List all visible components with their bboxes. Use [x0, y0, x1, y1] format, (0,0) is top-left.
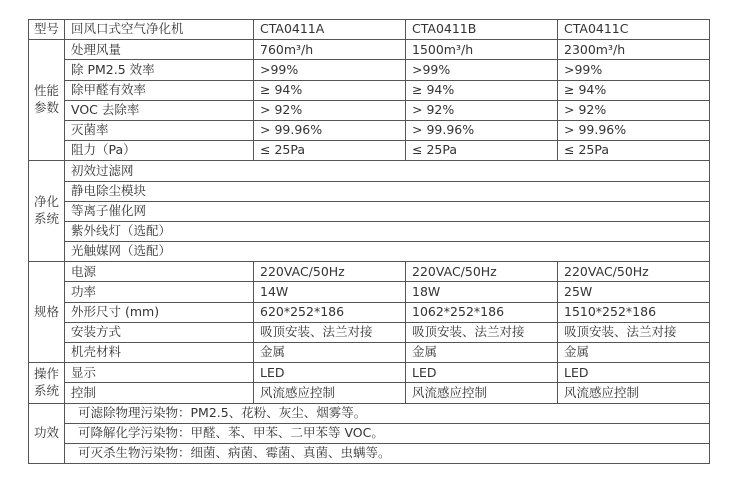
row-label: 电源 — [65, 262, 254, 282]
value-cell: 风流感应控制 — [406, 383, 558, 403]
table-row — [29, 282, 710, 302]
row-label: 机壳材料 — [65, 343, 254, 363]
function-category-cell: 功效 — [29, 403, 65, 464]
value-cell: LED — [406, 363, 558, 383]
row-label: 除甲醛有效率 — [65, 80, 254, 100]
value-cell: 风流感应控制 — [254, 383, 406, 403]
table-row — [29, 221, 710, 241]
row-label: 安装方式 — [65, 322, 254, 342]
value-cell: 风流感应控制 — [558, 383, 710, 403]
full-width-cell: 等离子催化网 — [65, 201, 710, 221]
table-row — [29, 262, 710, 282]
value-cell: 1510*252*186 — [558, 302, 710, 322]
model-cell: CTA0411A — [254, 20, 406, 40]
full-width-cell: 可灭杀生物污染物：细菌、病菌、霉菌、真菌、虫螨等。 — [65, 443, 710, 463]
value-cell: LED — [558, 363, 710, 383]
value-cell: >99% — [254, 60, 406, 80]
row-label: 除 PM2.5 效率 — [65, 60, 254, 80]
value-cell: >99% — [406, 60, 558, 80]
value-cell: > 92% — [406, 100, 558, 120]
full-width-cell: 紫外线灯（选配） — [65, 221, 710, 241]
value-cell: 1062*252*186 — [406, 302, 558, 322]
header-row — [29, 20, 710, 40]
table-row — [29, 161, 710, 181]
value-cell: 220VAC/50Hz — [558, 262, 710, 282]
table-row — [29, 302, 710, 322]
row-label: 显示 — [65, 363, 254, 383]
model-cell: CTA0411C — [558, 20, 710, 40]
value-cell: 吸顶安装、法兰对接 — [254, 322, 406, 342]
row-label: 处理风量 — [65, 40, 254, 60]
table-row — [29, 423, 710, 443]
specs-category-cell: 规格 — [29, 262, 65, 363]
spec-table-wrapper — [28, 19, 710, 464]
value-cell: 220VAC/50Hz — [254, 262, 406, 282]
full-width-cell: 可滤除物理污染物：PM2.5、花粉、灰尘、烟雾等。 — [65, 403, 710, 423]
row-label: 阻力（Pa） — [65, 141, 254, 161]
table-row — [29, 383, 710, 403]
row-label: VOC 去除率 — [65, 100, 254, 120]
model-cell: CTA0411B — [406, 20, 558, 40]
value-cell: ≥ 94% — [254, 80, 406, 100]
value-cell: > 99.96% — [406, 120, 558, 140]
value-cell: 金属 — [558, 343, 710, 363]
full-width-cell: 可降解化学污染物：甲醛、苯、甲苯、二甲苯等 VOC。 — [65, 423, 710, 443]
value-cell: 吸顶安装、法兰对接 — [558, 322, 710, 342]
value-cell: 18W — [406, 282, 558, 302]
value-cell: 2300m³/h — [558, 40, 710, 60]
value-cell: >99% — [558, 60, 710, 80]
table-row — [29, 141, 710, 161]
value-cell: 220VAC/50Hz — [406, 262, 558, 282]
table-row — [29, 443, 710, 463]
operation-category-cell: 操作系统 — [29, 363, 65, 403]
value-cell: > 92% — [254, 100, 406, 120]
product-name-cell: 回风口式空气净化机 — [65, 20, 254, 40]
table-row — [29, 100, 710, 120]
table-row — [29, 181, 710, 201]
performance-category-cell: 性能参数 — [29, 40, 65, 161]
row-label: 功率 — [65, 282, 254, 302]
table-row — [29, 363, 710, 383]
table-row — [29, 322, 710, 342]
value-cell: 25W — [558, 282, 710, 302]
purification-category-cell: 净化系统 — [29, 161, 65, 262]
value-cell: 金属 — [254, 343, 406, 363]
value-cell: ≤ 25Pa — [406, 141, 558, 161]
value-cell: 1500m³/h — [406, 40, 558, 60]
value-cell: 吸顶安装、法兰对接 — [406, 322, 558, 342]
value-cell: ≥ 94% — [558, 80, 710, 100]
value-cell: > 99.96% — [558, 120, 710, 140]
table-row — [29, 40, 710, 60]
table-row — [29, 242, 710, 262]
full-width-cell: 光触媒网（选配） — [65, 242, 710, 262]
spec-table — [28, 19, 710, 464]
row-label: 外形尺寸 (mm) — [65, 302, 254, 322]
value-cell: ≤ 25Pa — [254, 141, 406, 161]
value-cell: ≥ 94% — [406, 80, 558, 100]
table-row — [29, 343, 710, 363]
table-row — [29, 201, 710, 221]
full-width-cell: 静电除尘模块 — [65, 181, 710, 201]
row-label: 灭菌率 — [65, 120, 254, 140]
table-row — [29, 403, 710, 423]
value-cell: > 92% — [558, 100, 710, 120]
table-row — [29, 80, 710, 100]
full-width-cell: 初效过滤网 — [65, 161, 710, 181]
value-cell: ≤ 25Pa — [558, 141, 710, 161]
table-row — [29, 120, 710, 140]
value-cell: LED — [254, 363, 406, 383]
model-label-cell: 型号 — [29, 20, 65, 40]
value-cell: 620*252*186 — [254, 302, 406, 322]
row-label: 控制 — [65, 383, 254, 403]
table-row — [29, 60, 710, 80]
value-cell: > 99.96% — [254, 120, 406, 140]
value-cell: 14W — [254, 282, 406, 302]
value-cell: 760m³/h — [254, 40, 406, 60]
value-cell: 金属 — [406, 343, 558, 363]
